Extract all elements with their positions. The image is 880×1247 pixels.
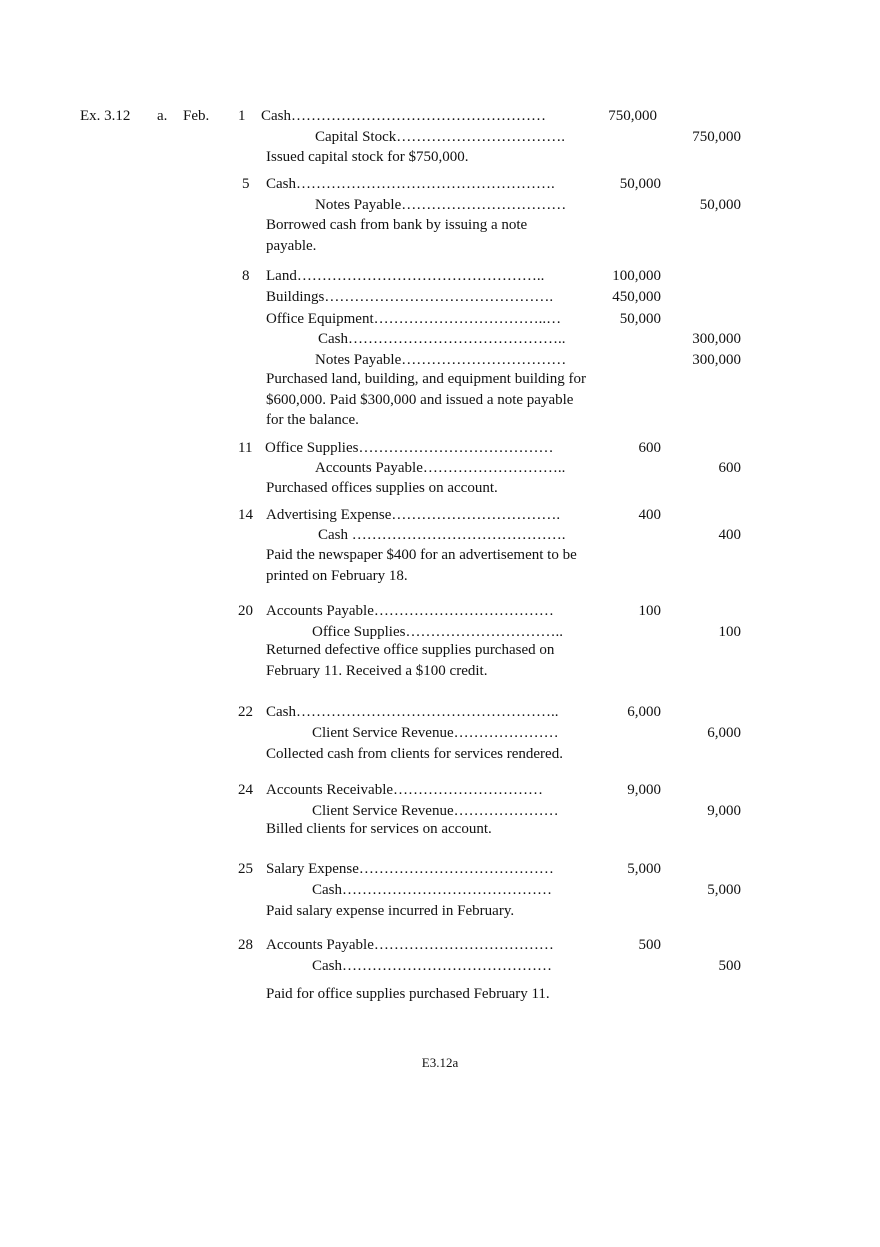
credit-amount: 9,000 — [707, 803, 741, 819]
entry-day: 22 — [238, 704, 253, 720]
credit-amount: 750,000 — [692, 129, 741, 145]
entry-day: 1 — [238, 108, 246, 124]
debit-account: Cash…………………………………………… — [261, 108, 546, 124]
entry-description: Paid the newspaper $400 for an advertisement to be printed on February 18. — [266, 547, 577, 584]
debit-account: Salary Expense………………………………… — [266, 861, 554, 877]
credit-account: Cash…………………………………….. — [318, 331, 566, 347]
debit-amount: 750,000 — [608, 108, 657, 124]
debit-account: Cash…………………………………………….. — [266, 704, 559, 720]
debit-amount: 50,000 — [619, 176, 661, 192]
entry-day: 20 — [238, 603, 253, 619]
entry-description: Purchased land, building, and equipment building for $600,000. Paid $300,000 and issued a note payable for the balance. — [266, 371, 586, 428]
entry-day: 28 — [238, 937, 253, 953]
credit-amount: 100 — [718, 624, 741, 640]
credit-account: Notes Payable…………………………… — [315, 197, 567, 213]
month-label: Feb. — [183, 108, 210, 124]
page-footer-label: E3.12a — [421, 1055, 459, 1070]
credit-account: Notes Payable…………………………… — [315, 352, 567, 368]
entry-description: Paid for office supplies purchased February 11. — [266, 986, 550, 1002]
entry-description: Collected cash from clients for services rendered. — [266, 746, 563, 762]
credit-amount: 5,000 — [707, 882, 741, 898]
debit-amount: 50,000 — [619, 311, 661, 327]
debit-amount: 400 — [638, 507, 661, 523]
credit-amount: 6,000 — [707, 725, 741, 741]
debit-amount: 600 — [638, 440, 661, 456]
debit-account: Office Equipment……………………………..… — [266, 311, 562, 327]
credit-amount: 300,000 — [692, 331, 741, 347]
debit-account: Advertising Expense……………………………. — [266, 507, 561, 523]
debit-amount: 5,000 — [627, 861, 661, 877]
part-label: a. — [157, 108, 168, 124]
debit-account: Cash……………………………………………. — [266, 176, 555, 192]
exercise-label: Ex. 3.12 — [80, 108, 131, 124]
credit-account: Client Service Revenue………………… — [312, 803, 559, 819]
credit-account: Capital Stock……………………………. — [315, 129, 565, 145]
debit-amount: 6,000 — [627, 704, 661, 720]
entry-day: 14 — [238, 507, 253, 523]
entry-day: 25 — [238, 861, 253, 877]
debit-account: Buildings………………………………………. — [266, 289, 554, 305]
credit-amount: 500 — [718, 958, 741, 974]
debit-account: Accounts Receivable………………………… — [266, 782, 544, 798]
entry-day: 5 — [242, 176, 250, 192]
credit-account: Office Supplies………………………….. — [312, 624, 563, 640]
entry-description: Paid salary expense incurred in February. — [266, 903, 515, 919]
entry-day: 8 — [242, 268, 250, 284]
debit-account: Land………………………………………….. — [266, 268, 545, 284]
credit-account: Cash…………………………………… — [312, 882, 552, 898]
debit-amount: 450,000 — [612, 289, 661, 305]
debit-account: Accounts Payable……………………………… — [266, 603, 554, 619]
credit-account: Client Service Revenue………………… — [312, 725, 559, 741]
debit-amount: 9,000 — [627, 782, 661, 798]
credit-account: Cash…………………………………… — [312, 958, 552, 974]
entry-day: 24 — [238, 782, 253, 798]
debit-account: Accounts Payable……………………………… — [266, 937, 554, 953]
entry-description: Returned defective office supplies purchased on February 11. Received a $100 credit. — [266, 642, 555, 679]
credit-account: Accounts Payable……………………….. — [315, 460, 566, 476]
debit-account: Office Supplies………………………………… — [265, 440, 554, 456]
entry-description: Borrowed cash from bank by issuing a note payable. — [266, 217, 528, 254]
entry-description: Billed clients for services on account. — [266, 821, 492, 837]
credit-amount: 600 — [718, 460, 741, 476]
debit-amount: 100 — [638, 603, 661, 619]
credit-amount: 400 — [718, 527, 741, 543]
debit-amount: 500 — [638, 937, 661, 953]
credit-amount: 50,000 — [699, 197, 741, 213]
entry-day: 11 — [238, 440, 253, 456]
credit-account: Cash ……………………………………. — [318, 527, 566, 543]
debit-amount: 100,000 — [612, 268, 661, 284]
credit-amount: 300,000 — [692, 352, 741, 368]
entry-description: Issued capital stock for $750,000. — [266, 149, 469, 165]
entry-description: Purchased offices supplies on account. — [266, 480, 498, 496]
